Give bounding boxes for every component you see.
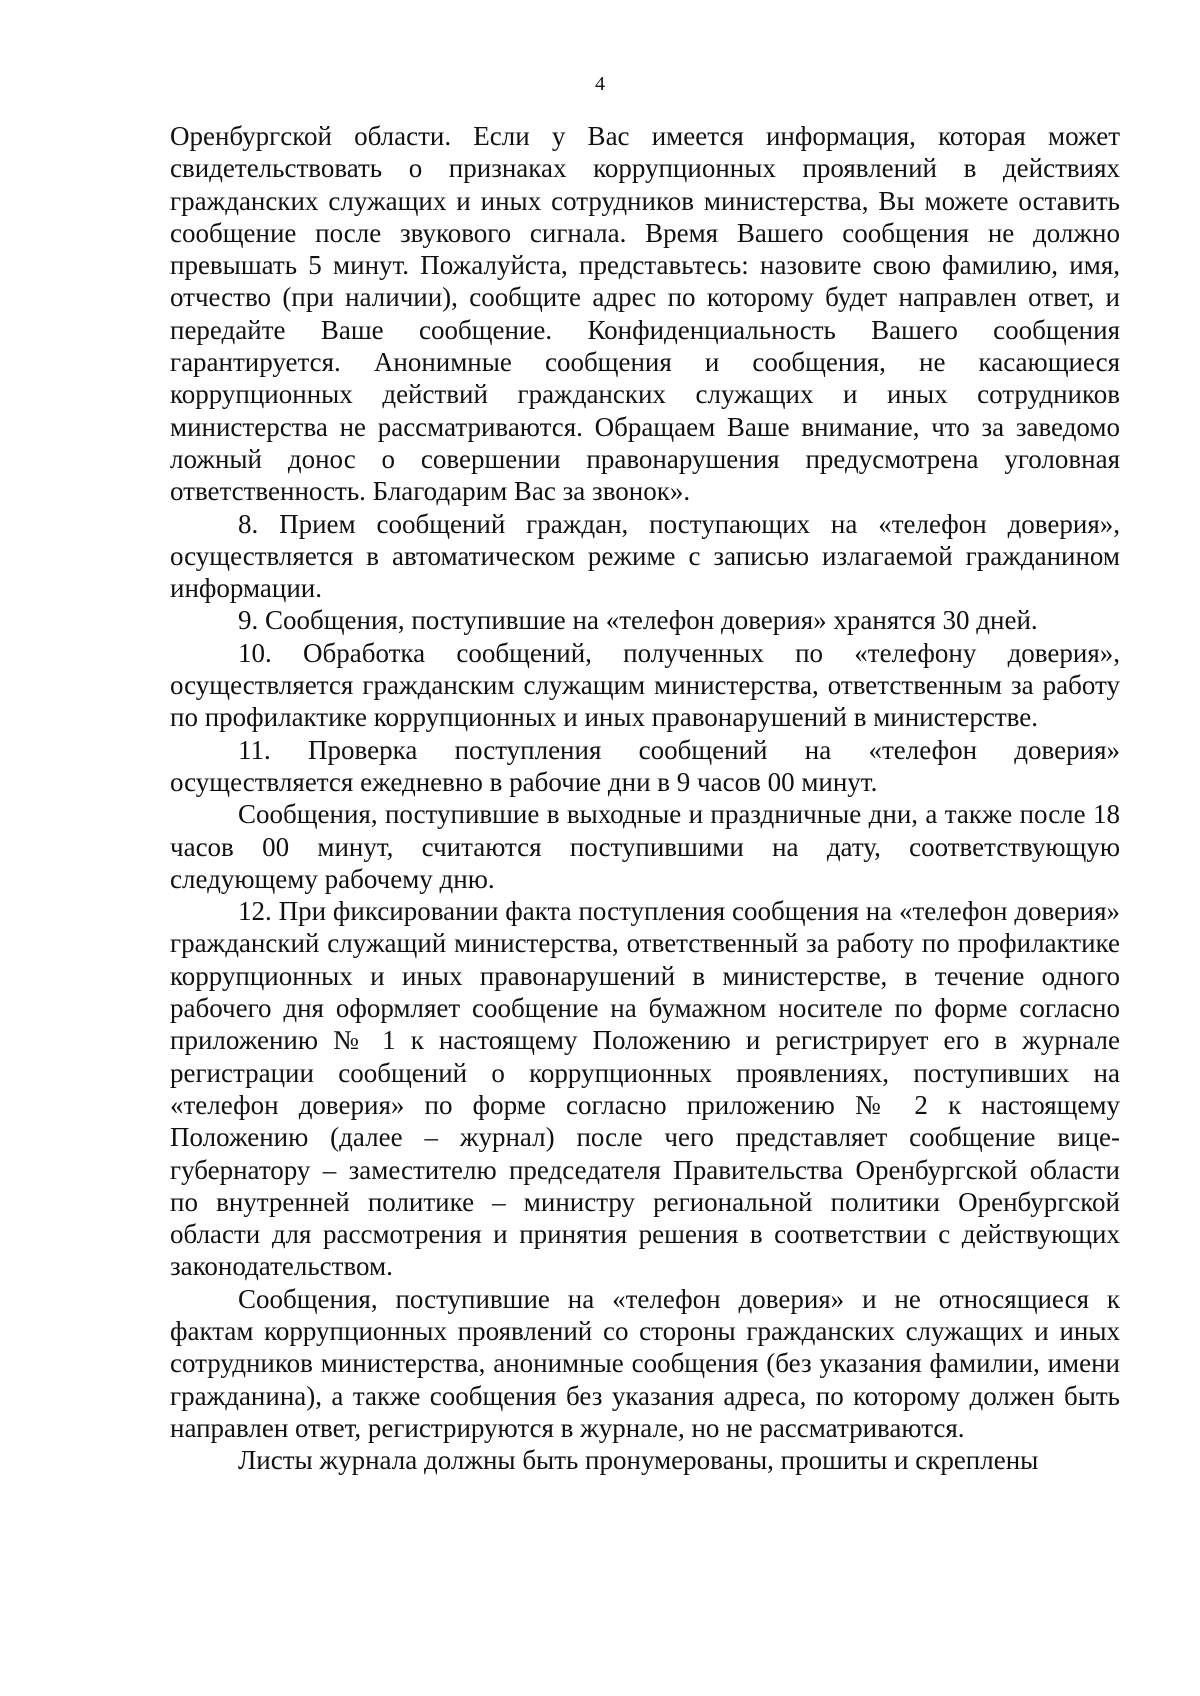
paragraph-item-11: 11. Проверка поступления сообщений на «телефон доверия» осуществляется ежедневно в рабочие дни в 9 часов 00 минут. [170,734,1120,797]
paragraph-item-9: 9. Сообщения, поступившие на «телефон доверия» хранятся 30 дней. [238,605,1038,636]
paragraph-continuation: Оренбургской области. Если у Вас имеется информация, которая может свидетельствовать о признаках коррупционных проявлений в действиях гражданских служащих и иных сотрудников министерства, Вы можете оставить сообщение после звукового сигнала. Время Вашего сообщения не должно превышать 5 минут. Пожалуйста, представьтесь: назовите свою фамилию, имя, отчество (при наличии), сообщите адрес по которому будет направлен ответ, и передайте Ваше сообщение. Конфиденциальность Вашего сообщения гарантируется. Анонимные сообщения и сообщения, не касающиеся коррупционных действий гражданских служащих и иных сотрудников министерства не рассматриваются. Обращаем Ваше внимание, что за заведомо ложный донос о совершении правонарушения предусмотрена уголовная ответственность. Благодарим Вас за звонок». [170,121,1120,507]
paragraph-item-8: 8. Прием сообщений граждан, поступающих на «телефон доверия», осуществляется в автоматическом режиме с записью излагаемой гражданином информации. [170,508,1120,604]
page-number: 4 [595,73,605,95]
paragraph-item-10: 10. Обработка сообщений, полученных по «телефону доверия», осуществляется гражданским служащим министерства, ответственным за работу по профилактике коррупционных и иных правонарушений в министерстве. [170,637,1120,733]
paragraph-unrelated-messages: Сообщения, поступившие на «телефон доверия» и не относящиеся к фактам коррупционных проявлений со стороны гражданских служащих и иных сотрудников министерства, анонимные сообщения (без указания фамилии, имени гражданина), а также сообщения без указания адреса, по которому должен быть направлен ответ, регистрируются в журнале, но не рассматриваются. [170,1283,1120,1443]
paragraph-journal-sheets: Листы журнала должны быть пронумерованы, прошиты и скреплены [238,1445,1039,1476]
paragraph-weekend-messages: Сообщения, поступившие в выходные и праздничные дни, а также после 18 часов 00 минут, считаются поступившими на дату, соответствующую следующему рабочему дню. [170,799,1120,894]
document-body [170,120,1120,1476]
paragraph-item-12: 12. При фиксировании факта поступления сообщения на «телефон доверия» гражданский служащий министерства, ответственный за работу по профилактике коррупционных и иных правонарушений в министерстве, в течение одного рабочего дня оформляет сообщение на бумажном носителе по форме согласно приложению № 1 к настоящему Положению и регистрирует его в журнале регистрации сообщений о коррупционных проявлениях, поступивших на «телефон доверия» по форме согласно приложению № 2 к настоящему Положению (далее – журнал) после чего представляет сообщение вице-губернатору – заместителю председателя Правительства Оренбургской области по внутренней политике – министру региональной политики Оренбургской области для рассмотрения и принятия решения в соответствии с действующих законодательством. [170,896,1120,1282]
